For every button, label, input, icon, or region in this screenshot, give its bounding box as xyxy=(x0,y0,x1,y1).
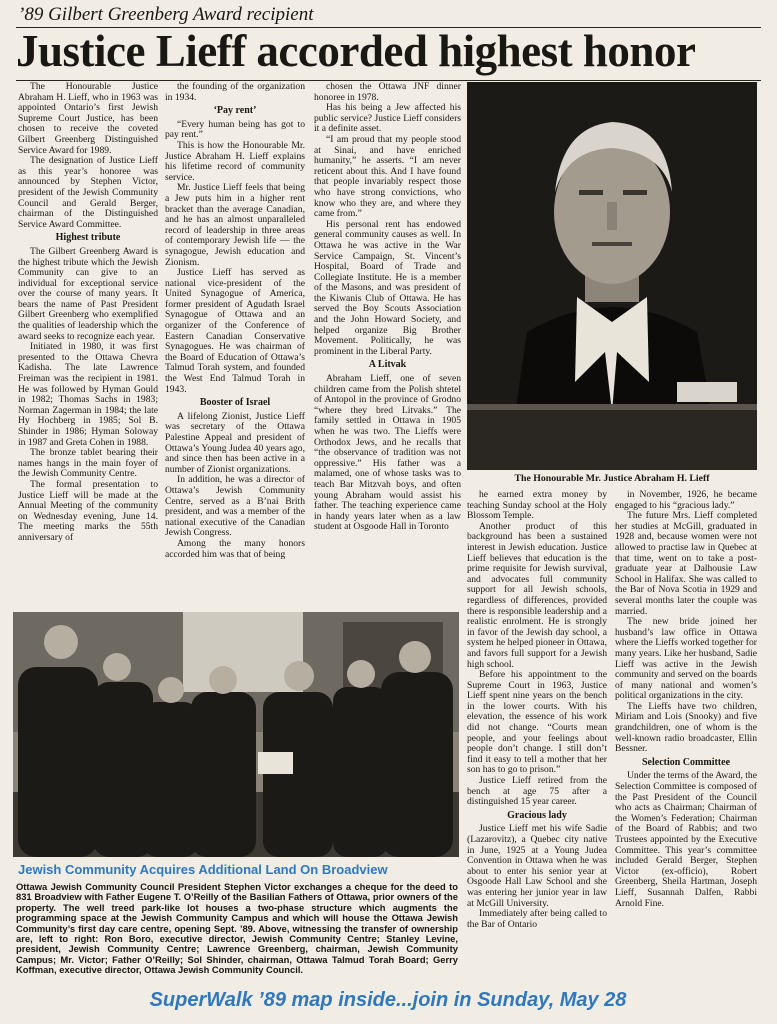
paragraph: Another product of this background has been a sustained interest in Jewish education. Justice Lieff believes that education is the prime requisite for Jewish survival, and advocates full community support for all Jewish schools, regardless of differences, provided there is responsible leadership and a realistic enrolment. He is strongly in favor of the Jewish day school, a system he helped pioneer in Ottawa, and favors full support for a Jewish high school. xyxy=(467,520,607,670)
paragraph: Initiated in 1980, it was first presented to the Ottawa Chevra Kadisha. The late Lawrence Freiman was the recipient in 1981. He was followed by Hyman Gould in 1982; Thomas Sachs in 1983; Norman Zagerman in 1984; the late Hy Hochberg in 1985; Sol B. Shinder in 1986; Hyman Soloway in 1987 and Greta Cohen in 1988. xyxy=(18,341,158,448)
article-column-1 xyxy=(18,82,158,609)
paragraph: The Lieffs have two children, Miriam and Lois (Snooky) and five grandchildren, one of whom is the well-known radio broadcaster, Ellin Bessner. xyxy=(615,700,757,755)
paragraph: The Gilbert Greenberg Award is the highest tribute which the Jewish Community can give to an individual for exceptional service over the course of many years. It bears the name of Past President Gilbert Greenberg who exemplified the qualities of leadership which the award seeks to recognize each year. xyxy=(18,245,158,342)
headline-rule xyxy=(16,80,761,81)
paragraph: The future Mrs. Lieff completed her studies at McGill, graduated in 1928 and, because women were not allowed to practise law in Quebec at that time, went on to take a post-graduate year at Dalhousie Law School in Halifax. She was called to the Bar of Nova Scotia in 1929 and several months later the couple was married. xyxy=(615,510,757,617)
paragraph: A lifelong Zionist, Justice Lieff was secretary of the Ottawa Palestine Appeal and president of Ottawa’s Young Judea 40 years ago, and since then has been active in a number of Zionist organizations. xyxy=(165,410,305,475)
article-column-5 xyxy=(615,490,757,1017)
paragraph: Before his appointment to the Supreme Court in 1963, Justice Lieff spent nine years on the bench in the lower courts. With his elevation, the essence of his work did not change. “Courts mean people, and your feelings about people don’t change. I still don’t find it easy to tell a mother that her son has to go to prison.” xyxy=(467,669,607,776)
paragraph: he earned extra money by teaching Sunday school at the Holy Blossom Temple. xyxy=(467,490,607,522)
footer-promo: SuperWalk ’89 map inside...join in Sunday, May 28 xyxy=(149,989,627,1011)
subhead: Selection Committee xyxy=(641,756,731,768)
paragraph: Justice Lieff retired from the bench at age 75 after a distinguished 15 year career. xyxy=(467,775,607,808)
paragraph: The designation of Justice Lieff as this year’s honoree was announced by Stephen Victor, president of the Jewish Community Council and Gerald Berger, chairman of the Distinguished Service Award Committee. xyxy=(18,155,158,230)
paragraph: His personal rent has endowed general community causes as well. In Ottawa he was active in the War Service Campaign, St. Vincent’s Hospital, Board of Trade and Collegiate Institute. He is a member of the Masons, and was president of the Kiwanis Club of Ottawa. He has served the Boy Scouts Association and the John Howard Society, and helped organize Big Brother Movement. Politically, he was prominent in the Liberal Party. xyxy=(314,218,461,357)
paragraph: The Honourable Justice Abraham H. Lieff, who in 1963 was appointed Ontario’s first Jewish Supreme Court Justice, has been chosen to receive the coveted Gilbert Greenberg Distinguished Service Award for 1989. xyxy=(18,82,158,156)
paragraph: The bronze tablet bearing their names hangs in the main foyer of the Jewish Community Centre. xyxy=(18,447,158,480)
paragraph: The new bride joined her husband’s law office in Ottawa where the Lieffs worked together for many years. Like her husband, Sadie Lieff was active in the Jewish community and served on the boards of many national and women’s political organizations in the city. xyxy=(615,616,757,702)
broadview-caption: Ottawa Jewish Community Council President Stephen Victor exchanges a cheque for the deed to 831 Broadview with Father Eugene T. O’Reilly of the Basilian Fathers of Ottawa, prior owners of the property. The well treed park-like lot houses a two-phase structure which augments the programming space at the Jewish Community Campus and which will house the Ottawa Jewish Community’s first day care centre, opening Sept. ’89. Above, witnessing the transfer of ownership are, left to right: Ron Boro, executive director, Jewish Community Centre; Stanley Levine, president, Jewish Community Centre; Lawrence Greenberg, chairman, Jewish Community Campus; Mr. Victor; Father O’Reilly; Sol Shinder, chairman, Ottawa Talmud Torah Board; Gerry Koffman, executive director, Ottawa Jewish Community Council. xyxy=(16,882,458,976)
paragraph: Mr. Justice Lieff feels that being a Jew puts him in a higher rent bracket than the average Canadian, and he has an almost unparalleled record of leadership in three areas of contemporary Jewish life — the synagogue, Jewish education and Zionism. xyxy=(165,182,305,268)
subhead: Highest tribute xyxy=(55,232,121,244)
portrait-photo xyxy=(467,82,757,470)
article-column-2 xyxy=(165,82,305,609)
paragraph: In addition, he was a director of Ottawa’s Jewish Community Centre, served as a B’nai Brith president, and was a member of the national executive of the Canadian Jewish Congress. xyxy=(165,474,305,539)
paragraph: Abraham Lieff, one of seven children came from the Polish shtetel of Antopol in the province of Grodno “where they bred Litvaks.” The family settled in Ottawa in 1905 when he was two. The Lieffs were Orthodox Jews, and he recalls that “the observance of tradition was not oppressive.” His father was a malamed, one of whose tasks was to teach Bar Mitzvah boys, and often young Abraham would assist his father. The teaching experience came in handy years later when as a law student at Osgoode Hall in Toronto xyxy=(314,373,461,533)
subhead: Gracious lady xyxy=(507,809,567,821)
portrait-illustration xyxy=(467,82,757,470)
paragraph: Has his being a Jew affected his public service? Justice Lieff considers it a definite asset. xyxy=(314,102,461,135)
paragraph: Justice Lieff has served as national vice-president of the United Synagogue of America, former president of Agudath Israel Synagogue of Ottawa and an organizer of the Conference of Eastern Canadian Conservative Synagogues. He was chairman of the Board of Education of Ottawa’s Talmud Torah system, and founded the West End Talmud Torah in 1943. xyxy=(165,267,305,395)
kicker-line: ’89 Gilbert Greenberg Award recipient xyxy=(18,4,314,25)
subhead: A Litvak xyxy=(368,359,407,371)
paragraph: Among the many honors accorded him was that of being xyxy=(165,537,305,560)
paragraph: The formal presentation to Justice Lieff will be made at the Annual Meeting of the community on Wednesday evening, June 14. The meeting marks the 55th anniversary of xyxy=(18,478,158,543)
subhead: ‘Pay rent’ xyxy=(213,105,257,117)
page-headline: Justice Lieff accorded highest honor xyxy=(16,26,696,76)
group-illustration xyxy=(13,612,459,857)
paragraph: Immediately after being called to the Bar of Ontario xyxy=(467,908,607,930)
paragraph: “Every human being has got to pay rent.” xyxy=(165,118,305,141)
paragraph: Under the terms of the Award, the Selection Committee is composed of the Past President of the Council who acts as Chairman; Chairman of the Women’s Federation; Chairman of the Board of Rabbis; and two Trustees appointed by the Executive Committee. This year’s committee included Gerald Berger, Stephen Victor (ex-officio), Robert Greenberg, Sheila Hartman, Joseph Lieff, Susannah Dalfen, Rabbi Arnold Fine. xyxy=(615,770,757,909)
article-column-3 xyxy=(314,82,461,609)
paragraph: the founding of the organization in 1934. xyxy=(165,82,305,103)
broadview-headline: Jewish Community Acquires Additional Land On Broadview xyxy=(18,862,388,877)
paragraph: This is how the Honourable Mr. Justice Abraham H. Lieff explains his lifetime record of community service. xyxy=(165,139,305,183)
subhead: Booster of Israel xyxy=(199,397,271,409)
paragraph: chosen the Ottawa JNF dinner honoree in 1978. xyxy=(314,82,461,103)
portrait-caption: The Honourable Mr. Justice Abraham H. Lieff xyxy=(514,473,710,484)
paragraph: Justice Lieff met his wife Sadie (Lazarovitz), a Quebec city native in June, 1925 at a Young Judea Convention in Ottawa when he was about to enter his senior year at Osgoode Hall Law School and she was entering her junior year in law at McGill University. xyxy=(467,823,607,909)
paragraph: in November, 1926, he became engaged to his “gracious lady.” xyxy=(615,490,757,511)
article-column-4 xyxy=(467,490,607,1017)
paragraph: “I am proud that my people stood at Sinai, and have enriched humanity,” he asserts. “I am never reticent about this. And I have found that people invariably respect those who have strong convictions, who know who they are, and where they came from.” xyxy=(314,133,461,220)
group-photo xyxy=(13,612,459,857)
